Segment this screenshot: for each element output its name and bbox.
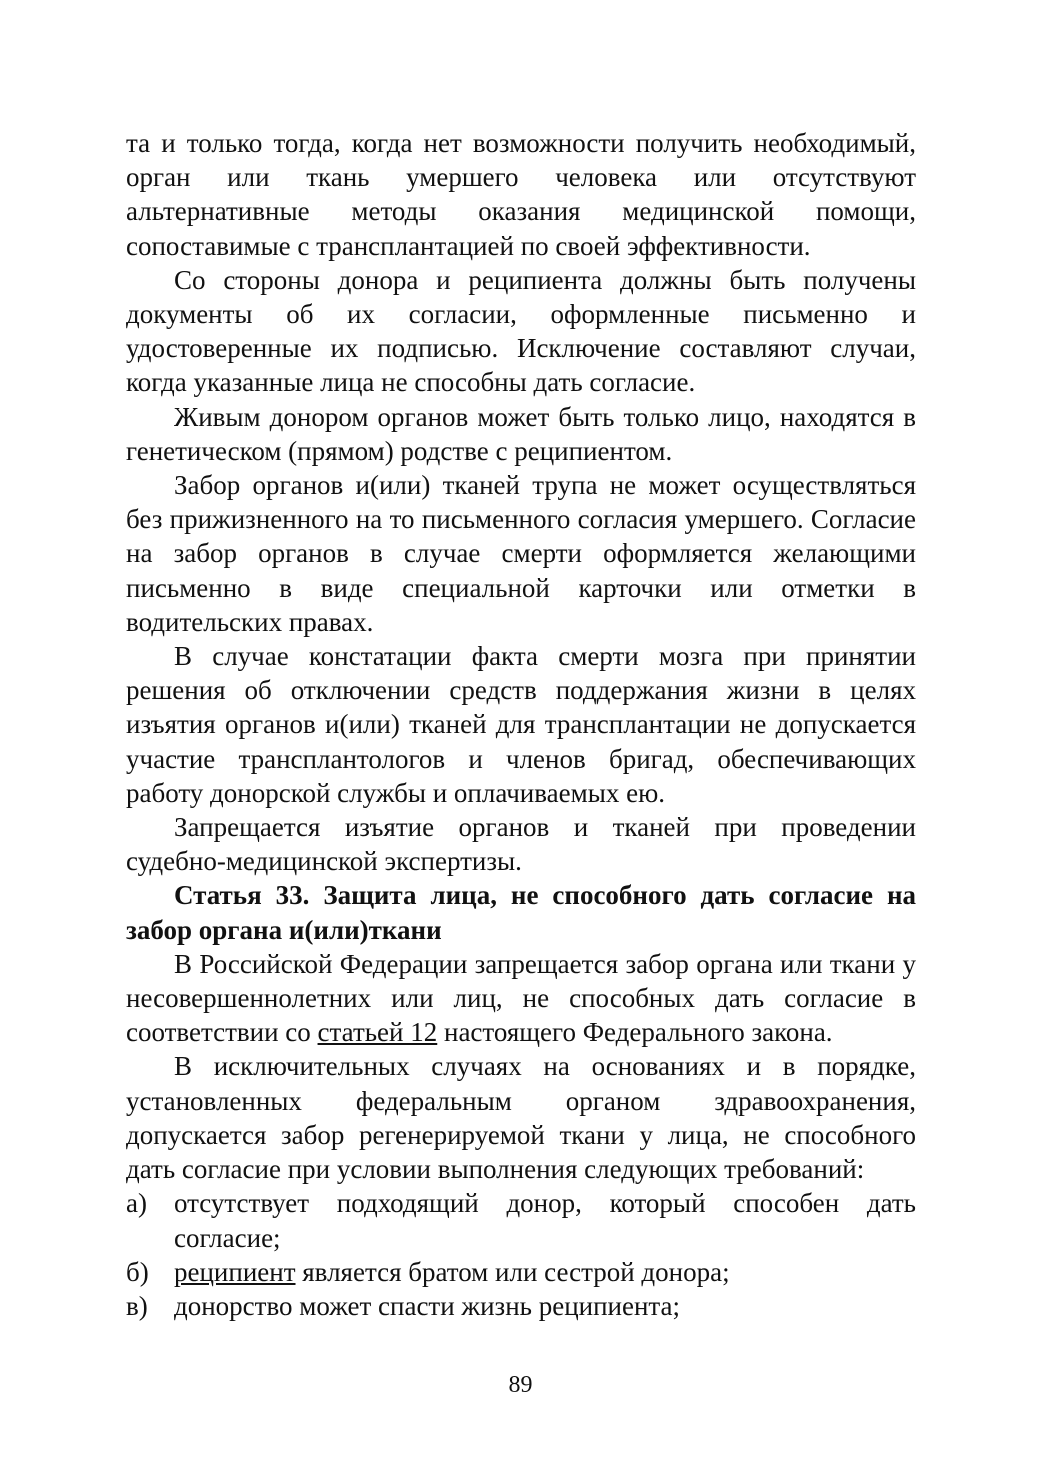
article-paragraph-text-start: В Российской Федерации запрещается забор органа или ткани у несовершеннолетних или лиц, не способных дать согласие в соответствии со [126,948,916,1048]
recipient-link[interactable]: реципиент [174,1256,296,1287]
paragraph-continuation: та и только тогда, когда нет возможности получить необходимый, орган или ткань умершего человека или отсутствуют альтернативные методы оказания медицинской помощи, сопоставимые с трансплантацией по своей эффективности. [126,128,916,261]
paragraph-consent-documents: Со стороны донора и реципиента должны быть получены документы об их согласии, оформленные письменно и удостоверенные их подписью. Исключение составляют случаи, когда указанные лица не способны дать согласие. [126,264,916,398]
paragraph-living-donor: Живым донором органов может быть только лицо, находятся в генетическом (прямом) родстве с реципиентом. [126,401,916,466]
paragraph-forensic-exam: Запрещается изъятие органов и тканей при проведении судебно-медицинской экспертизы. [126,812,916,877]
page-number: 89 [508,1372,533,1398]
paragraph-brain-death: В случае констатации факта смерти мозга при принятии решения об отключении средств поддержания жизни в целях изъятия органов и(или) тканей для трансплантации не допускается участие трансплантологов и членов бригад, обеспечивающих работу донорской службы и оплачиваемых ею. [126,641,916,808]
article-paragraph-text-end: настоящего Федерального закона. [437,1017,833,1048]
list-marker: в) [126,1290,148,1321]
article-heading: Статья 33. Защита лица, не способного дать согласие на забор органа и(или)ткани [126,880,916,945]
list-item-text: донорство может спасти жизнь реципиента; [174,1290,681,1321]
article-12-link[interactable]: статьей 12 [317,1017,438,1048]
list-item-text-rest: является братом или сестрой донора; [295,1256,730,1287]
list-marker: а) [126,1188,147,1219]
article-paragraph-prohibition [126,947,916,1050]
list-item-text [174,1255,916,1289]
paragraph-cadaver-organs: Забор органов и(или) тканей трупа не может осуществляться без прижизненного на то письменного согласия умершего. Согласие на забор органов в случае смерти оформляется желающими письменно в виде специальной карточки или отметки в водительских правах. [126,470,916,637]
article-paragraph-exceptions: В исключительных случаях на основаниях и в порядке, установленных федеральным органом здравоохранения, допускается забор регенерируемой ткани у лица, не способного дать согласие при условии выполнения следующих требований: [126,1051,916,1185]
list-item-text: отсутствует подходящий донор, который способен дать согласие; [174,1188,916,1253]
list-marker: б) [126,1256,149,1287]
list-item-a [126,1186,916,1254]
list-item-b [126,1255,916,1289]
page-body [126,126,916,1323]
list-item-c [126,1289,916,1323]
